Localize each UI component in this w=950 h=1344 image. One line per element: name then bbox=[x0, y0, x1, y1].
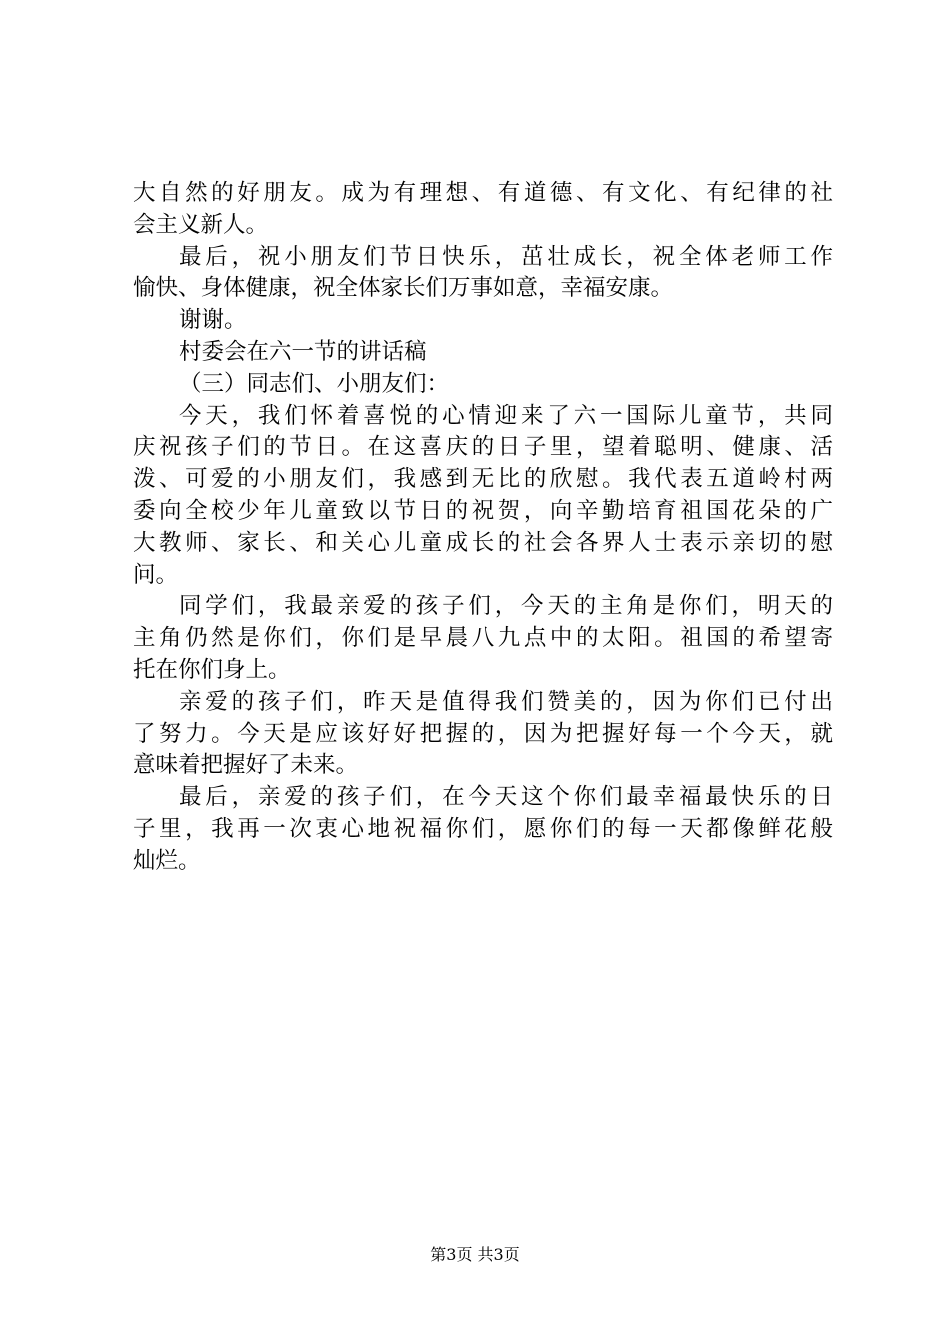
text-line: 同学们，我最亲爱的孩子们，今天的主角是你们，明天的 bbox=[179, 593, 833, 620]
document-body bbox=[133, 178, 833, 878]
text-line: 会主义新人。 bbox=[133, 211, 269, 238]
text-line: 最后，亲爱的孩子们，在今天这个你们最幸福最快乐的日 bbox=[179, 784, 833, 811]
text-line: 最后，祝小朋友们节日快乐，茁壮成长，祝全体老师工作 bbox=[179, 243, 833, 270]
text-line: 庆祝孩子们的节日。在这喜庆的日子里，望着聪明、健康、活 bbox=[133, 434, 833, 461]
text-line: 村委会在六一节的讲话稿 bbox=[179, 338, 427, 365]
text-line: 问。 bbox=[133, 561, 179, 588]
text-line: （三）同志们、小朋友们： bbox=[179, 370, 450, 397]
text-line: 谢谢。 bbox=[179, 307, 247, 334]
text-line: 子里，我再一次衷心地祝福你们，愿你们的每一天都像鲜花般 bbox=[133, 815, 833, 842]
text-line: 托在你们身上。 bbox=[133, 656, 291, 683]
page-footer: 第3页 共3页 bbox=[430, 1245, 520, 1264]
text-line: 今天，我们怀着喜悦的心情迎来了六一国际儿童节，共同 bbox=[179, 402, 833, 429]
text-line: 了努力。今天是应该好好把握的，因为把握好每一个今天，就 bbox=[133, 720, 833, 747]
text-line: 亲爱的孩子们，昨天是值得我们赞美的，因为你们已付出 bbox=[179, 688, 833, 715]
text-line: 主角仍然是你们，你们是早晨八九点中的太阳。祖国的希望寄 bbox=[133, 625, 833, 652]
text-line: 泼、可爱的小朋友们，我感到无比的欣慰。我代表五道岭村两 bbox=[133, 466, 833, 493]
text-line: 意味着把握好了未来。 bbox=[133, 752, 359, 779]
text-line: 委向全校少年儿童致以节日的祝贺，向辛勤培育祖国花朵的广 bbox=[133, 497, 833, 524]
text-line: 愉快、身体健康，祝全体家长们万事如意，幸福安康。 bbox=[133, 275, 674, 302]
text-line: 灿烂。 bbox=[133, 847, 201, 874]
text-line: 大自然的好朋友。成为有理想、有道德、有文化、有纪律的社 bbox=[133, 180, 833, 206]
text-line: 大教师、家长、和关心儿童成长的社会各界人士表示亲切的慰 bbox=[133, 529, 833, 556]
